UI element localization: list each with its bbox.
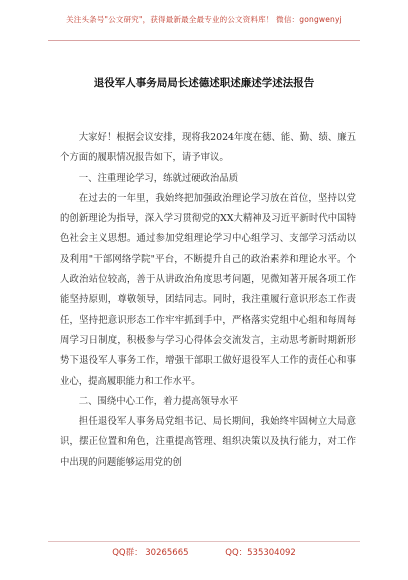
footer-qq-number: QQ：535304092 xyxy=(225,548,296,558)
footer-contact xyxy=(0,546,408,558)
section-heading-1: 一、注重理论学习，练就过硬政治品质 xyxy=(78,172,239,184)
header-notice: 关注头条号"公文研究"，获得最新最全最专业的公文资料库！ 微信：gongwenyj xyxy=(66,15,342,24)
footer-divider xyxy=(48,541,360,542)
header-divider xyxy=(48,40,360,41)
section-heading-2: 二、围绕中心工作，着力提高领导水平 xyxy=(78,395,239,407)
paragraph-greeting: 大家好！根据会议安排，现将我2024年度在德、能、勤、绩、廉五个方面的履职情况报告如下，请予审议。 xyxy=(60,132,356,164)
footer-qq-group: QQ群： 30265665 xyxy=(112,548,189,558)
paragraph-leadership: 担任退役军人事务局党组书记、局长期间，我始终牢固树立大局意识，摆正位置和角色，注重提高管理、组织决策以及执行能力，对工作中出现的问题能够运用党的创 xyxy=(60,416,356,468)
paragraph-theory-study: 在过去的一年里，我始终把加强政治理论学习放在首位，坚持以党的创新理论为指导，深入学习贯彻党的XX大精神及习近平新时代中国特色社会主义思想。通过参加党组理论学习中心组学习、支部学习活动以及利用"干部网络学院"平台，不断提升自己的政治素养和理论水平。个人政治站位较高，善于从讲政治角度思考问题，见微知著开展各项工作能坚持原则，尊敬领导，团结同志。同时，我注重履行意识形态工作责任，坚持把意识形态工作牢牢抓到手中，严格落实党组中心组和每周每周学习日制度，积极参与学习心得体会交流发言，主动思考新时期新形势下退役军人事务工作，增强干部职工做好退役军人工作的责任心和事业心，提高履职能力和工作水平。 xyxy=(60,192,356,387)
document-title: 退役军人事务局局长述德述职述廉述学述法报告 xyxy=(93,77,315,89)
document-body xyxy=(60,128,356,473)
